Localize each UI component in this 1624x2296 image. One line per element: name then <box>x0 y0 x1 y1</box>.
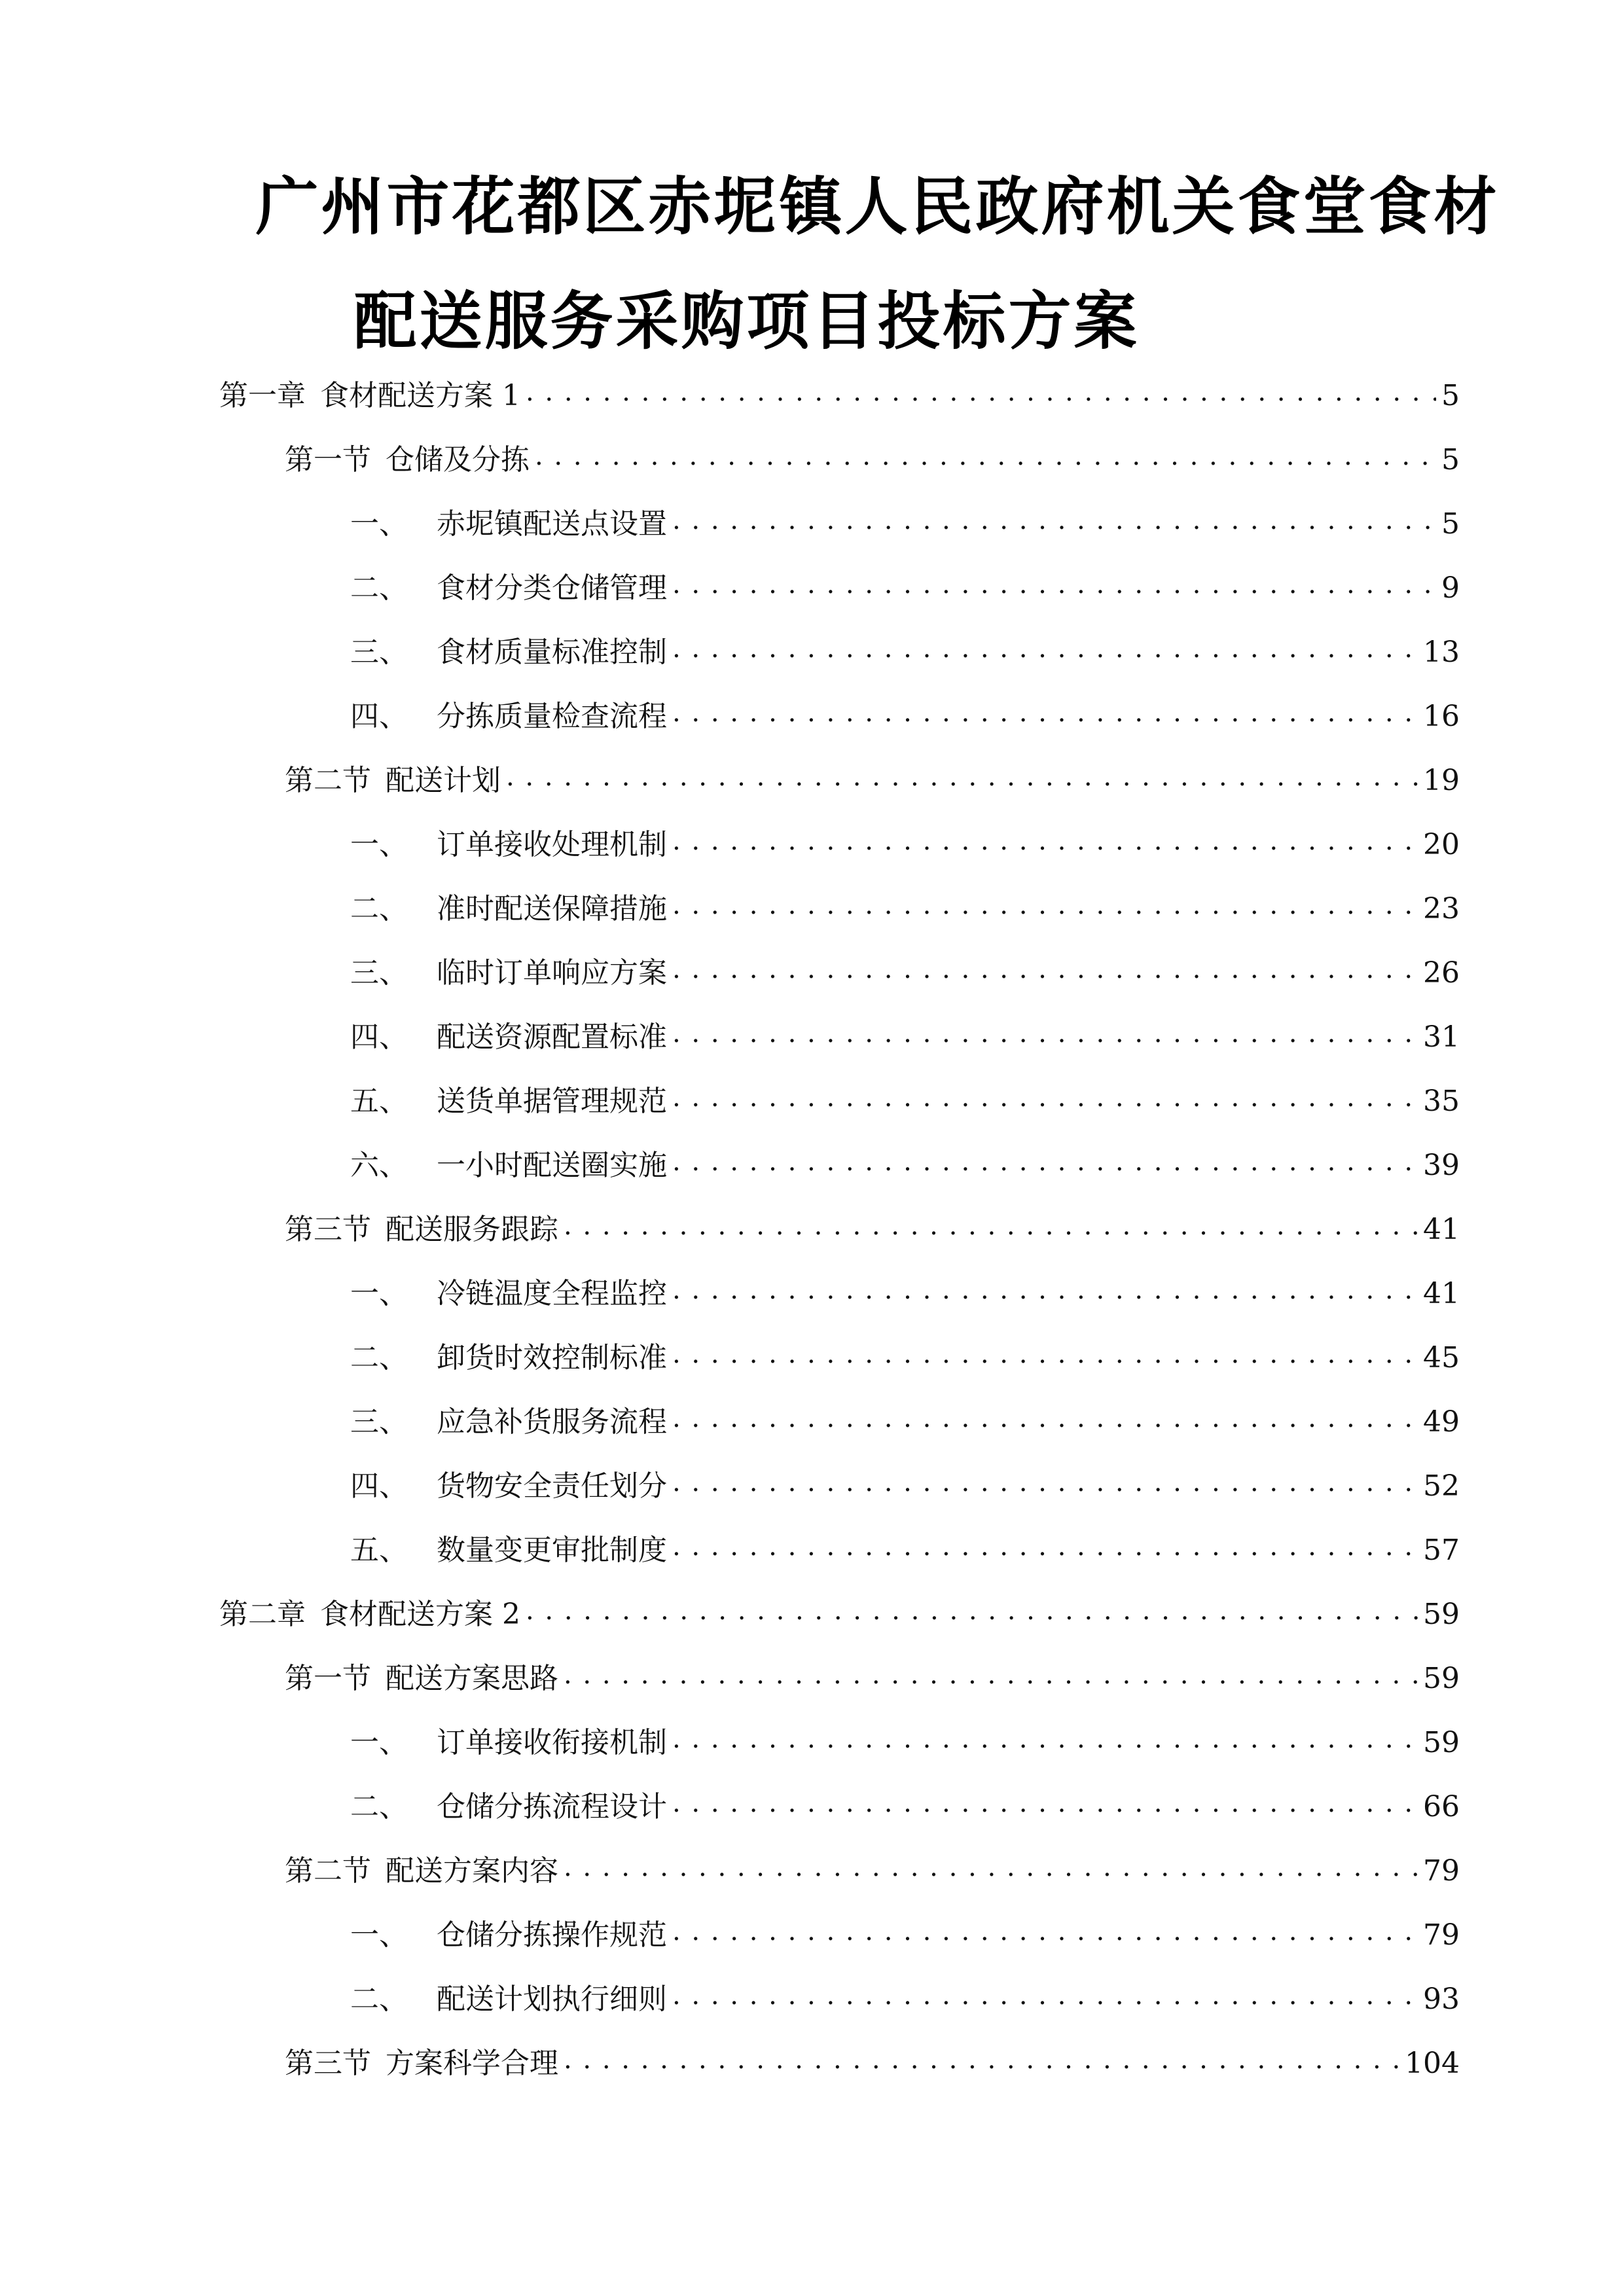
toc-entry-label <box>350 1146 667 1185</box>
toc-entry-label <box>350 569 667 608</box>
toc-entry-label <box>350 697 667 736</box>
toc-entry-text: 配送计划执行细则 <box>437 1982 667 2016</box>
toc-entry-prefix: 一、 <box>350 828 408 861</box>
toc-entry-text: 应急补货服务流程 <box>437 1405 667 1439</box>
toc-entry-prefix: 一、 <box>350 1277 408 1310</box>
toc-entry-text: 冷链温度全程监控 <box>437 1277 667 1310</box>
toc-entry[interactable] <box>350 697 1460 736</box>
toc-entry-label <box>350 1916 667 1955</box>
document-title-line-1: 广州市花都区赤坭镇人民政府机关食堂食材 <box>255 170 1500 243</box>
toc-leader-dots <box>672 633 1418 672</box>
toc-entry-page-number: 59 <box>1423 1726 1460 1759</box>
toc-entry-prefix: 二、 <box>350 1982 408 2016</box>
toc-entry-text: 配送方案内容 <box>386 1854 558 1888</box>
toc-entry-text: 分拣质量检查流程 <box>437 700 667 733</box>
toc-entry-label <box>350 1723 667 1763</box>
toc-entry[interactable] <box>350 1146 1460 1185</box>
toc-entry-page-number: 41 <box>1423 1213 1460 1246</box>
toc-entry-text: 食材配送方案 2 <box>320 1598 520 1631</box>
toc-entry[interactable] <box>350 954 1460 993</box>
toc-entry-text: 仓储分拣操作规范 <box>437 1918 667 1952</box>
toc-entry-label <box>285 440 530 480</box>
toc-entry-prefix: 第一节 <box>285 1662 371 1695</box>
toc-entry[interactable] <box>285 1659 1460 1698</box>
toc-entry-label <box>285 761 501 800</box>
toc-entry-text: 送货单据管理规范 <box>437 1085 667 1118</box>
toc-entry-page-number: 5 <box>1441 507 1460 541</box>
toc-leader-dots <box>672 1916 1418 1955</box>
toc-entry[interactable] <box>350 1338 1460 1378</box>
toc-entry[interactable] <box>350 505 1460 544</box>
toc-entry-label <box>350 1980 667 2019</box>
toc-entry-prefix: 三、 <box>350 956 408 990</box>
toc-entry-label <box>350 1082 667 1121</box>
toc-entry-label <box>350 1467 667 1506</box>
toc-entry-label <box>350 1787 667 1827</box>
toc-entry[interactable] <box>350 1082 1460 1121</box>
toc-entry-text: 仓储分拣流程设计 <box>437 1790 667 1823</box>
toc-entry-prefix: 一、 <box>350 1726 408 1759</box>
toc-entry-prefix: 二、 <box>350 1790 408 1823</box>
toc-leader-dots <box>672 1403 1418 1442</box>
toc-entry-page-number: 23 <box>1423 892 1460 925</box>
toc-entry-label <box>219 376 520 416</box>
toc-leader-dots <box>672 1980 1418 2019</box>
toc-entry[interactable] <box>350 889 1460 929</box>
toc-entry-label <box>285 1659 558 1698</box>
toc-leader-dots <box>672 1723 1418 1763</box>
toc-entry-page-number: 49 <box>1423 1405 1460 1439</box>
toc-leader-dots <box>672 889 1418 929</box>
toc-entry-page-number: 35 <box>1423 1085 1460 1118</box>
toc-entry-prefix: 二、 <box>350 571 408 605</box>
toc-entry-prefix: 六、 <box>350 1149 408 1182</box>
toc-entry-text: 仓储及分拣 <box>386 443 530 476</box>
toc-leader-dots <box>672 1146 1418 1185</box>
toc-entry-text: 数量变更审批制度 <box>437 1534 667 1567</box>
toc-entry[interactable] <box>350 1723 1460 1763</box>
toc-entry-prefix: 四、 <box>350 700 408 733</box>
toc-entry[interactable] <box>219 376 1460 416</box>
toc-entry-page-number: 19 <box>1423 764 1460 797</box>
toc-leader-dots <box>672 1531 1418 1570</box>
toc-entry-label <box>350 889 667 929</box>
toc-entry-page-number: 5 <box>1441 443 1460 476</box>
toc-entry-prefix: 四、 <box>350 1020 408 1054</box>
toc-entry[interactable] <box>285 440 1460 480</box>
toc-entry-page-number: 104 <box>1405 2047 1460 2080</box>
toc-entry-label <box>350 1531 667 1570</box>
toc-entry-label <box>350 1274 667 1314</box>
toc-entry-prefix: 第二章 <box>219 1598 306 1631</box>
toc-entry-page-number: 52 <box>1423 1469 1460 1503</box>
toc-entry-text: 卸货时效控制标准 <box>437 1341 667 1374</box>
toc-entry-prefix: 第三节 <box>285 1213 371 1246</box>
toc-entry-text: 订单接收处理机制 <box>437 828 667 861</box>
toc-entry-page-number: 41 <box>1423 1277 1460 1310</box>
toc-entry-page-number: 26 <box>1423 956 1460 990</box>
toc-entry-text: 食材质量标准控制 <box>437 636 667 669</box>
toc-entry-text: 赤坭镇配送点设置 <box>437 507 667 541</box>
toc-entry-label <box>350 825 667 865</box>
toc-entry-label <box>350 633 667 672</box>
toc-entry-text: 准时配送保障措施 <box>437 892 667 925</box>
toc-leader-dots <box>535 440 1436 480</box>
toc-entry-text: 货物安全责任划分 <box>437 1469 667 1503</box>
toc-entry-text: 方案科学合理 <box>386 2047 558 2080</box>
toc-entry-page-number: 79 <box>1423 1854 1460 1888</box>
toc-entry-label <box>219 1595 520 1634</box>
toc-entry-prefix: 第一章 <box>219 379 306 412</box>
toc-entry-text: 食材配送方案 1 <box>320 379 520 412</box>
toc-entry-label <box>285 1210 558 1249</box>
toc-leader-dots <box>672 1338 1418 1378</box>
toc-entry-page-number: 59 <box>1423 1662 1460 1695</box>
toc-leader-dots <box>672 954 1418 993</box>
toc-entry-text: 食材分类仓储管理 <box>437 571 667 605</box>
toc-leader-dots <box>672 697 1418 736</box>
toc-entry[interactable] <box>219 1595 1460 1634</box>
toc-entry-label <box>350 1338 667 1378</box>
toc-leader-dots <box>526 376 1436 416</box>
toc-entry-prefix: 四、 <box>350 1469 408 1503</box>
toc-entry-prefix: 五、 <box>350 1085 408 1118</box>
toc-entry[interactable] <box>350 825 1460 865</box>
toc-leader-dots <box>564 2044 1399 2083</box>
toc-leader-dots <box>564 1852 1418 1891</box>
toc-entry-prefix: 一、 <box>350 1918 408 1952</box>
toc-entry-label <box>350 505 667 544</box>
toc-entry-page-number: 16 <box>1423 700 1460 733</box>
toc-entry-prefix: 五、 <box>350 1534 408 1567</box>
toc-entry-text: 临时订单响应方案 <box>437 956 667 990</box>
toc-entry-page-number: 39 <box>1423 1149 1460 1182</box>
toc-entry-page-number: 79 <box>1423 1918 1460 1952</box>
toc-entry-prefix: 第二节 <box>285 1854 371 1888</box>
toc-entry[interactable] <box>350 1531 1460 1570</box>
toc-entry-text: 一小时配送圈实施 <box>437 1149 667 1182</box>
toc-leader-dots <box>564 1210 1418 1249</box>
toc-entry-page-number: 31 <box>1423 1020 1460 1054</box>
toc-entry-label <box>285 1852 558 1891</box>
toc-entry[interactable] <box>350 1403 1460 1442</box>
toc-leader-dots <box>672 1787 1418 1827</box>
toc-entry-prefix: 二、 <box>350 892 408 925</box>
toc-leader-dots <box>672 569 1436 608</box>
toc-entry-page-number: 45 <box>1423 1341 1460 1374</box>
toc-entry-text: 配送资源配置标准 <box>437 1020 667 1054</box>
toc-leader-dots <box>672 505 1436 544</box>
toc-leader-dots <box>672 1274 1418 1314</box>
toc-entry[interactable] <box>350 1018 1460 1057</box>
toc-entry-prefix: 第二节 <box>285 764 371 797</box>
toc-entry-page-number: 66 <box>1423 1790 1460 1823</box>
toc-entry-prefix: 第三节 <box>285 2047 371 2080</box>
toc-entry[interactable] <box>285 1852 1460 1891</box>
toc-entry-text: 配送方案思路 <box>386 1662 558 1695</box>
toc-entry-text: 配送计划 <box>386 764 501 797</box>
toc-entry-page-number: 20 <box>1423 828 1460 861</box>
toc-entry-prefix: 三、 <box>350 636 408 669</box>
document-title-line-2: 配送服务采购项目投标方案 <box>353 285 1140 358</box>
toc-entry[interactable] <box>285 1210 1460 1249</box>
toc-entry[interactable] <box>350 1980 1460 2019</box>
toc-entry-label <box>350 1403 667 1442</box>
toc-entry-prefix: 二、 <box>350 1341 408 1374</box>
toc-entry-prefix: 一、 <box>350 507 408 541</box>
toc-entry[interactable] <box>285 2044 1460 2083</box>
toc-leader-dots <box>672 1082 1418 1121</box>
toc-entry-text: 配送服务跟踪 <box>386 1213 558 1246</box>
toc-entry-page-number: 13 <box>1423 636 1460 669</box>
toc-entry[interactable] <box>350 1467 1460 1506</box>
toc-entry-label <box>350 954 667 993</box>
toc-leader-dots <box>564 1659 1418 1698</box>
toc-leader-dots <box>672 1467 1418 1506</box>
toc-entry-text: 订单接收衔接机制 <box>437 1726 667 1759</box>
toc-entry[interactable] <box>350 569 1460 608</box>
toc-entry[interactable] <box>350 1274 1460 1314</box>
toc-entry[interactable] <box>285 761 1460 800</box>
toc-entry[interactable] <box>350 633 1460 672</box>
toc-entry[interactable] <box>350 1787 1460 1827</box>
toc-entry-page-number: 9 <box>1441 571 1460 605</box>
toc-entry-label <box>350 1018 667 1057</box>
toc-leader-dots <box>672 825 1418 865</box>
toc-leader-dots <box>526 1595 1418 1634</box>
toc-entry[interactable] <box>350 1916 1460 1955</box>
toc-leader-dots <box>506 761 1418 800</box>
toc-entry-label <box>285 2044 558 2083</box>
toc-leader-dots <box>672 1018 1418 1057</box>
toc-entry-page-number: 57 <box>1423 1534 1460 1567</box>
toc-entry-page-number: 5 <box>1441 379 1460 412</box>
toc-entry-prefix: 三、 <box>350 1405 408 1439</box>
toc-entry-prefix: 第一节 <box>285 443 371 476</box>
toc-entry-page-number: 93 <box>1423 1982 1460 2016</box>
toc-entry-page-number: 59 <box>1423 1598 1460 1631</box>
